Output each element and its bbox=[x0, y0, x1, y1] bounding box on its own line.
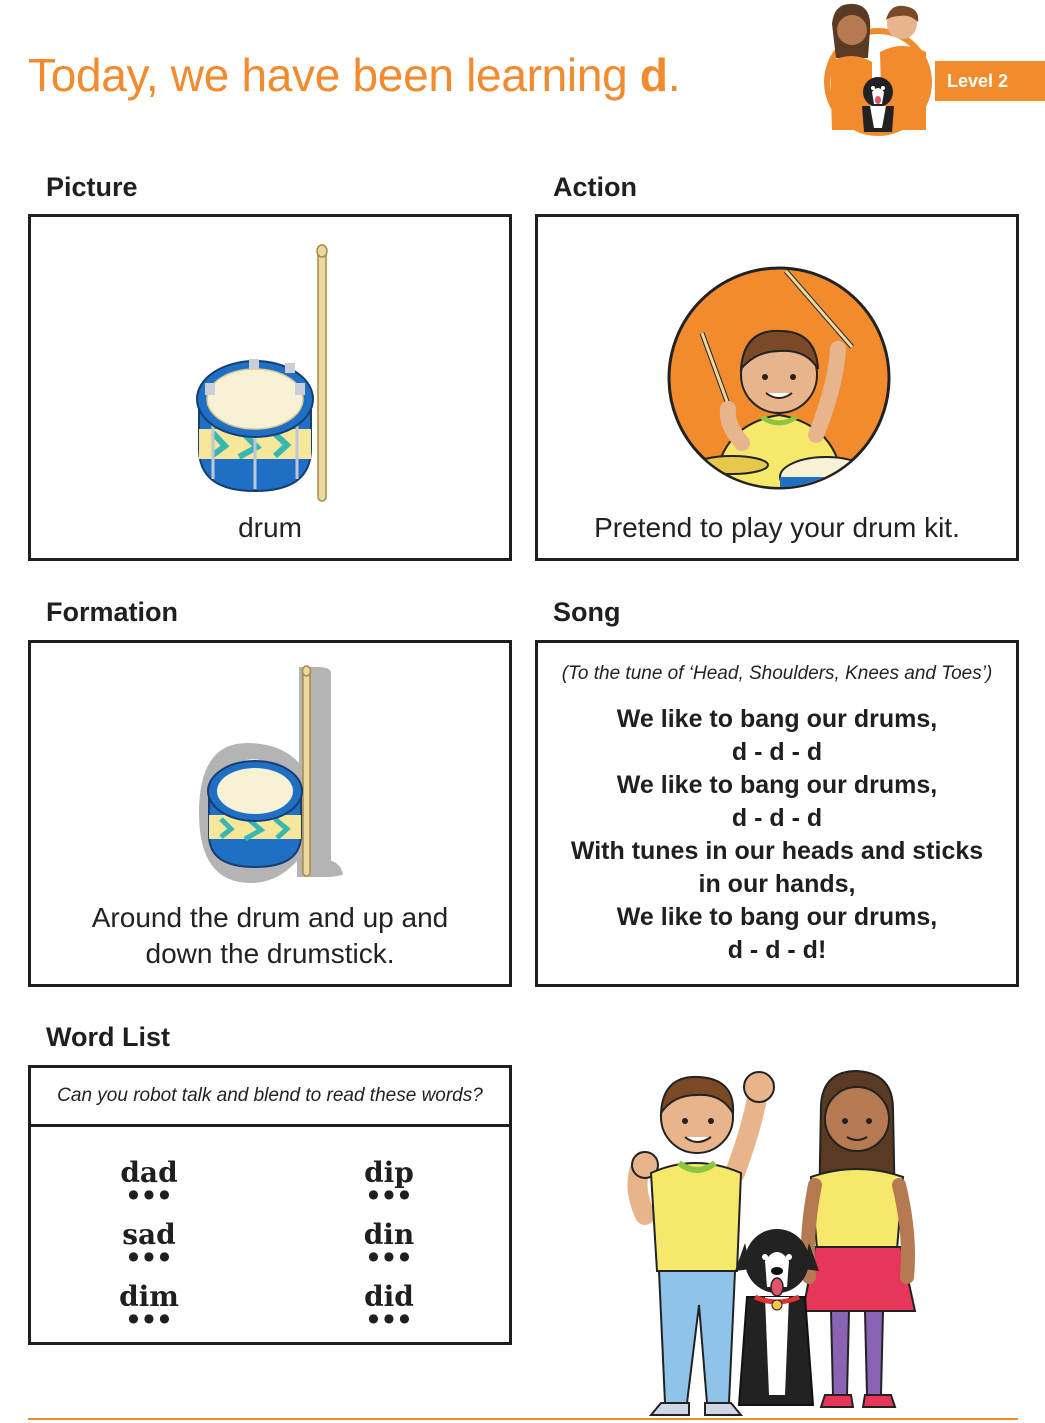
song-line: in our hands, bbox=[698, 870, 856, 898]
word-item bbox=[329, 1220, 449, 1262]
song-line: d - d - d bbox=[731, 738, 823, 766]
word-text: din bbox=[363, 1218, 415, 1251]
formation-label: Formation bbox=[46, 597, 178, 627]
formation-panel bbox=[28, 640, 512, 987]
drum-icon bbox=[191, 241, 341, 506]
word-list-panel bbox=[28, 1065, 512, 1345]
action-panel bbox=[535, 214, 1019, 561]
formation-caption-line-2: down the drumstick. bbox=[145, 938, 395, 970]
mascot-characters-icon bbox=[820, 0, 938, 140]
level-badge: Level 2 bbox=[935, 61, 1045, 101]
picture-panel bbox=[28, 214, 512, 561]
song-line: We like to bang our drums, bbox=[616, 705, 938, 733]
picture-label: Picture bbox=[46, 172, 138, 202]
word-text: dim bbox=[119, 1280, 179, 1313]
sound-buttons-icon: ●●● bbox=[128, 1249, 175, 1263]
word-text: dip bbox=[364, 1156, 414, 1189]
letter-d-formation-icon bbox=[191, 663, 351, 893]
formation-caption bbox=[31, 900, 509, 973]
song-panel bbox=[535, 640, 1019, 987]
song-line: d - d - d bbox=[731, 804, 823, 832]
word-item bbox=[329, 1158, 449, 1200]
song-line: d - d - d! bbox=[727, 936, 827, 964]
word-text: did bbox=[364, 1280, 414, 1313]
title-letter: d bbox=[639, 49, 668, 101]
word-item bbox=[89, 1220, 209, 1262]
word-list-label: Word List bbox=[46, 1022, 170, 1052]
song-line: We like to bang our drums, bbox=[616, 903, 938, 931]
sound-buttons-icon: ●●● bbox=[128, 1311, 175, 1325]
song-intro: (To the tune of ‘Head, Shoulders, Knees and Toes’) bbox=[561, 663, 993, 684]
sound-buttons-icon: ●●● bbox=[128, 1187, 175, 1201]
word-text: sad bbox=[122, 1218, 176, 1251]
word-text: dad bbox=[120, 1156, 178, 1189]
picture-caption: drum bbox=[238, 512, 302, 543]
word-item bbox=[329, 1282, 449, 1324]
title-end: . bbox=[667, 49, 681, 101]
formation-caption-line-1: Around the drum and up and bbox=[91, 902, 449, 933]
footer-divider bbox=[28, 1418, 1018, 1420]
page-title bbox=[28, 48, 680, 102]
action-label: Action bbox=[553, 172, 637, 202]
song-lyrics bbox=[538, 703, 1016, 967]
title-text: Today, we have been learning bbox=[28, 49, 640, 101]
sound-buttons-icon: ●●● bbox=[368, 1249, 415, 1263]
word-item bbox=[89, 1282, 209, 1324]
sound-buttons-icon: ●●● bbox=[368, 1187, 415, 1201]
song-line: With tunes in our heads and sticks bbox=[570, 837, 984, 865]
sound-buttons-icon: ●●● bbox=[368, 1311, 415, 1325]
action-caption: Pretend to play your drum kit. bbox=[594, 512, 960, 543]
word-item bbox=[89, 1158, 209, 1200]
song-label: Song bbox=[553, 597, 621, 627]
boy-playing-drums-icon bbox=[666, 265, 892, 491]
song-line: We like to bang our drums, bbox=[616, 771, 938, 799]
children-and-dog-illustration bbox=[625, 1065, 925, 1417]
word-list-prompt: Can you robot talk and blend to read these words? bbox=[31, 1068, 509, 1127]
